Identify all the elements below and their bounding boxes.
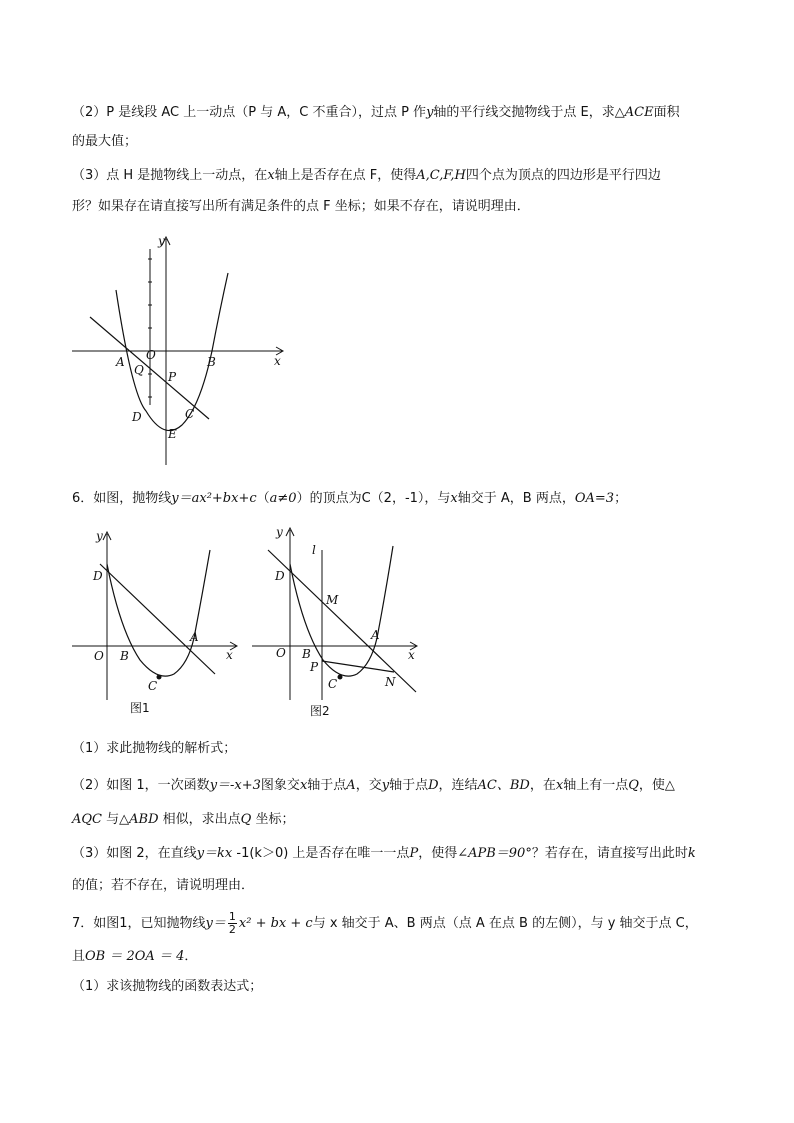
q5-label-C: C: [185, 407, 195, 421]
q7-fraction: $\frac{1}{2}$: [228, 910, 236, 936]
q5-label-O: O: [146, 348, 156, 362]
q6f2-label-C: C: [328, 677, 338, 691]
q5-label-E: E: [168, 427, 177, 441]
q6f2-label-D: D: [275, 569, 285, 583]
q5-parabola: [116, 273, 228, 431]
q5-part3-line2: 形？如果存在请直接写出所有满足条件的点 F 坐标；如果不存在，请说明理由．: [72, 199, 530, 214]
q6f2-label-x: x: [408, 648, 415, 662]
q7-stem-line2: 且OB ＝ 2OA ＝ 4．: [72, 949, 198, 964]
q5-label-x: x: [274, 354, 281, 368]
q6f1-label-A: A: [190, 630, 199, 644]
q6f1-label-B: B: [120, 649, 129, 663]
q6f2-label-y: y: [276, 525, 283, 539]
q5-part2-line2: 的最大值；: [72, 134, 138, 149]
q6-figure-1: [60, 520, 250, 720]
q7-part1: （1）求该抛物线的函数表达式；: [72, 979, 263, 994]
q7-stem-line1: 7．如图1，已知抛物线y＝ $\frac{1}{2}$ x² + bx + c与 x 轴交于 A、B 两点（点 A 在点 B 的左侧），与 y 轴交于点 C，: [72, 910, 698, 936]
q6-part1: （1）求此抛物线的解析式；: [72, 741, 237, 756]
q6f1-label-y: y: [96, 529, 103, 543]
q6f2-label-M: M: [326, 593, 339, 607]
q6f1-caption: 图1: [130, 701, 150, 715]
q6f2-label-O: O: [276, 646, 286, 660]
q6-stem: 6．如图，抛物线y＝ax²+bx+c（a≠0）的顶点为C（2，-1），与x轴交于 A，B 两点，OA=3；: [72, 491, 628, 506]
q5-label-A: A: [116, 355, 125, 369]
q6-part2-line2: AQC 与△ABD 相似，求出点Q 坐标；: [72, 812, 295, 827]
q6f2-label-B: B: [302, 647, 311, 661]
q5-part2-line1: （2）P 是线段 AC 上一动点（P 与 A，C 不重合），过点 P 作y轴的平行线交抛物线于点 E，求△ACE面积: [72, 105, 680, 120]
q5-label-P: P: [168, 370, 177, 384]
q5-figure: [60, 225, 300, 475]
q6f1-vertex-c: [157, 675, 162, 680]
q6f2-caption: 图2: [310, 704, 330, 718]
q5-label-y: y: [158, 234, 165, 248]
q6f2-label-l: l: [312, 543, 316, 557]
q6f1-label-D: D: [93, 569, 103, 583]
q6f1-label-O: O: [94, 649, 104, 663]
q6-part3-line2: 的值；若不存在，请说明理由．: [72, 878, 255, 893]
q6f2-vertex-c: [338, 675, 343, 680]
q6f2-label-N: N: [385, 675, 396, 689]
q6f2-label-P: P: [310, 660, 319, 674]
q6-part3-line1: （3）如图 2，在直线y＝kx -1(k＞0) 上是否存在唯一一点P，使得∠APB＝90°？若存在，请直接写出此时k: [72, 846, 696, 861]
q5-label-D: D: [132, 410, 142, 424]
q5-label-B: B: [207, 355, 216, 369]
q6f1-label-x: x: [226, 648, 233, 662]
q5-label-Q: Q: [134, 363, 144, 377]
q6f2-label-A: A: [371, 628, 380, 642]
q5-part3-line1: （3）点 H 是抛物线上一动点，在x轴上是否存在点 F，使得A,C,F,H四个点为顶点的四边形是平行四边: [72, 168, 661, 183]
q6-figure-2: [240, 520, 440, 725]
q6f1-label-C: C: [148, 679, 158, 693]
q6-part2-line1: （2）如图 1，一次函数y＝-x+3图象交x轴于点A，交y轴于点D，连结AC、BD，在x轴上有一点Q，使△: [72, 778, 675, 793]
